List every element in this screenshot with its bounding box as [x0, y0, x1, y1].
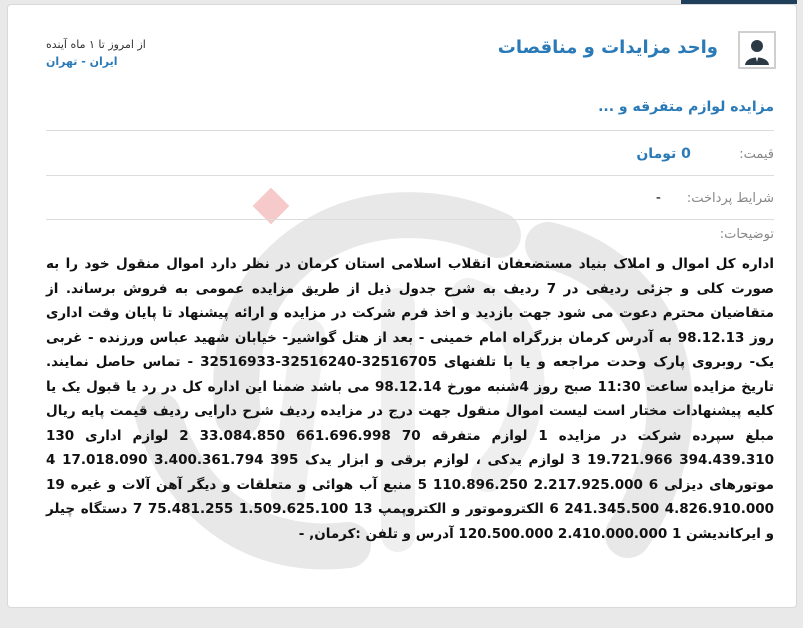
- location-link[interactable]: ایران - تهران: [46, 55, 118, 68]
- divider: [46, 175, 774, 176]
- payment-value: -: [655, 190, 661, 206]
- description-label: توضیحات:: [719, 227, 774, 242]
- description-text: اداره کل اموال و املاک بنیاد مستضعفان انقلاب اسلامی استان کرمان در نظر دارد اموال منقول خود را به صورت کلی و جزئی ردیفی در 7 ردیف به شرح جدول ذیل از طریق مزایده عمومی به فروش برساند. از متقاضیان محترم دعوت می شود جهت بازدید و اخذ فرم شرکت در مزایده و ارائه پیشنهاد تا پایان وقت اداری روز 98.12.13 به آدرس کرمان بزرگراه امام خمینی - بعد از هتل گواشیر- خیابان شهید عباس ورزنده - غربی یک- روبروی پارک وحدت مراجعه و یا با تلفنهای 32516705-32516240-32516933 - تماس حاصل نمایند. تاریخ مزایده ساعت 11:30 صبح روز 4شنبه مورخ 98.12.14 می باشد ضمنا این اداره کل در رد یا قبول یک یا کلیه پیشنهادات مختار است لیست اموال منقول جهت درج در مزایده ردیف شرح دارایی ردیف قیمت پایه ریال مبلغ سپرده شرکت در مزایده 1 لوازم متفرقه 70 661.696.998 33.084.850 2 لوازم اداری 130 394.439.310 19.721.966 3 لوازم یدکی ، لوازم برقی و ابزار یدک 395 3.400.361.794 17.018.090 4 موتورهای دیزلی 6 2.217.925.000 110.896.250 5 منبع آب هوائی و متعلقات و دیگر آهن آلات و غیره 19 4.826.910.000 241.345.500 6 الکتروموتور و الکتروپمپ 13 1.509.625.100 75.481.255 7 دستگاه چیلر و ایرکاندیشن 1 2.410.000.000 120.500.000 آدرس و تلفن :کرمان, -: [46, 256, 775, 542]
- listing-card: [7, 4, 797, 608]
- date-range: از امروز تا ۱ ماه آینده: [46, 38, 146, 51]
- price-row: [46, 143, 774, 162]
- payment-label: شرایط پرداخت:: [686, 191, 774, 206]
- payment-row: [46, 187, 774, 206]
- listing-subject[interactable]: مزایده لوازم متفرقه و ...: [598, 99, 774, 115]
- price-value: 0 تومان: [636, 146, 691, 162]
- price-label: قیمت:: [739, 147, 774, 162]
- card-header: [8, 5, 796, 95]
- right-edge: [797, 0, 803, 628]
- user-avatar-icon: [738, 31, 776, 69]
- divider: [46, 130, 774, 131]
- divider: [46, 219, 774, 220]
- listing-meta: [46, 38, 146, 68]
- unit-title[interactable]: واحد مزایدات و مناقصات: [497, 37, 718, 58]
